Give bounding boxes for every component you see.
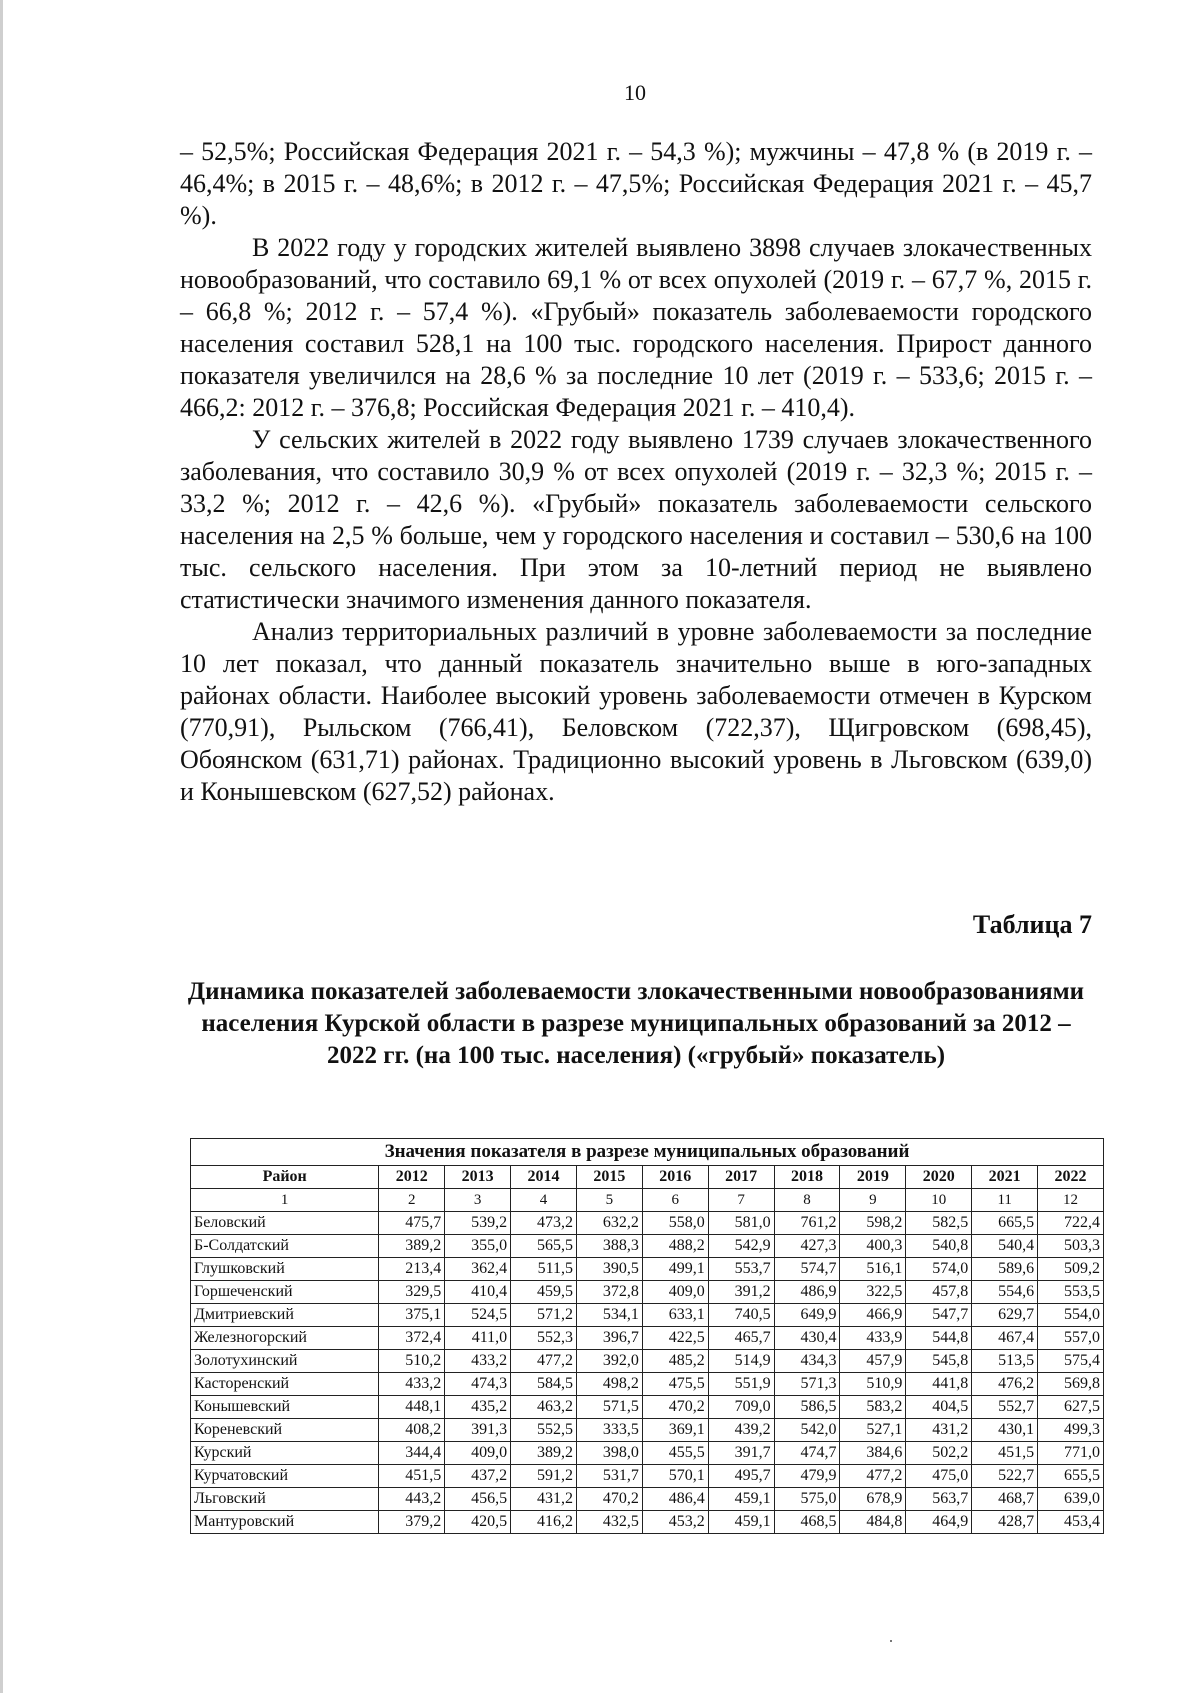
column-number: 7 — [708, 1189, 774, 1212]
incidence-value: 522,7 — [972, 1465, 1038, 1488]
column-number: 10 — [906, 1189, 972, 1212]
incidence-value: 558,0 — [642, 1212, 708, 1235]
incidence-value: 439,2 — [708, 1419, 774, 1442]
incidence-value: 554,0 — [1038, 1304, 1104, 1327]
incidence-value: 433,9 — [840, 1327, 906, 1350]
incidence-value: 459,5 — [511, 1281, 577, 1304]
incidence-value: 627,5 — [1038, 1396, 1104, 1419]
incidence-value: 598,2 — [840, 1212, 906, 1235]
incidence-value: 441,8 — [906, 1373, 972, 1396]
table-row — [191, 1373, 1104, 1396]
header-year: 2013 — [445, 1166, 511, 1189]
page-edge — [0, 0, 3, 1693]
incidence-value: 545,8 — [906, 1350, 972, 1373]
incidence-value: 495,7 — [708, 1465, 774, 1488]
district-name: Железногорский — [191, 1327, 379, 1350]
incidence-value: 459,1 — [708, 1511, 774, 1534]
incidence-value: 574,0 — [906, 1258, 972, 1281]
column-number: 5 — [576, 1189, 642, 1212]
incidence-value: 571,3 — [774, 1373, 840, 1396]
incidence-value: 456,5 — [445, 1488, 511, 1511]
table-label: Таблица 7 — [972, 910, 1092, 939]
incidence-value: 581,0 — [708, 1212, 774, 1235]
table-row — [191, 1304, 1104, 1327]
header-district: Район — [191, 1166, 379, 1189]
table-row — [191, 1419, 1104, 1442]
incidence-value: 527,1 — [840, 1419, 906, 1442]
incidence-value: 409,0 — [445, 1442, 511, 1465]
incidence-value: 391,3 — [445, 1419, 511, 1442]
incidence-value: 771,0 — [1038, 1442, 1104, 1465]
incidence-value: 633,1 — [642, 1304, 708, 1327]
district-name: Золотухинский — [191, 1350, 379, 1373]
district-name: Беловский — [191, 1212, 379, 1235]
incidence-value: 435,2 — [445, 1396, 511, 1419]
incidence-value: 476,2 — [972, 1373, 1038, 1396]
incidence-value: 571,2 — [511, 1304, 577, 1327]
column-number: 4 — [511, 1189, 577, 1212]
incidence-value: 655,5 — [1038, 1465, 1104, 1488]
incidence-value: 437,2 — [445, 1465, 511, 1488]
incidence-value: 553,7 — [708, 1258, 774, 1281]
table-row — [191, 1212, 1104, 1235]
header-year: 2018 — [774, 1166, 840, 1189]
table-caption: Значения показателя в разрезе муниципальных образований — [191, 1139, 1104, 1166]
incidence-value: 448,1 — [379, 1396, 445, 1419]
column-number: 3 — [445, 1189, 511, 1212]
incidence-value: 510,2 — [379, 1350, 445, 1373]
incidence-value: 534,1 — [576, 1304, 642, 1327]
incidence-value: 513,5 — [972, 1350, 1038, 1373]
incidence-value: 565,5 — [511, 1235, 577, 1258]
incidence-value: 569,8 — [1038, 1373, 1104, 1396]
paragraph-continuation: – 52,5%; Российская Федерация 2021 г. – 54,3 %); мужчины – 47,8 % (в 2019 г. – 46,4%; в 2015 г. – 48,6%; в 2012 г. – 47,5%; Российская Федерация 2021 г. – 45,7 %). — [180, 137, 1092, 230]
paragraph-urban: В 2022 году у городских жителей выявлено 3898 случаев злокачественных новообразований, что составило 69,1 % от всех опухолей (2019 г. – 67,7 %, 2015 г. – 66,8 %; 2012 г. – 57,4 %). «Грубый» показатель заболеваемости городского населения составил 528,1 на 100 тыс. городского населения. Прирост данного показателя увеличился на 28,6 % за последние 10 лет (2019 г. – 533,6; 2015 г. – 466,2: 2012 г. – 376,8; Российская Федерация 2021 г. – 410,4). — [180, 233, 1092, 422]
header-year: 2020 — [906, 1166, 972, 1189]
incidence-value: 420,5 — [445, 1511, 511, 1534]
incidence-value: 499,3 — [1038, 1419, 1104, 1442]
incidence-value: 542,9 — [708, 1235, 774, 1258]
incidence-value: 486,9 — [774, 1281, 840, 1304]
header-year: 2017 — [708, 1166, 774, 1189]
incidence-value: 391,2 — [708, 1281, 774, 1304]
incidence-value: 544,8 — [906, 1327, 972, 1350]
incidence-value: 392,0 — [576, 1350, 642, 1373]
column-number: 12 — [1038, 1189, 1104, 1212]
incidence-value: 524,5 — [445, 1304, 511, 1327]
incidence-value: 433,2 — [379, 1373, 445, 1396]
table-row — [191, 1258, 1104, 1281]
incidence-value: 514,9 — [708, 1350, 774, 1373]
incidence-value: 539,2 — [445, 1212, 511, 1235]
paragraph-territorial: Анализ территориальных различий в уровне заболеваемости за последние 10 лет показал, что данный показатель значительно выше в юго-западных районах области. Наиболее высокий уровень заболеваемости отмечен в Курском (770,91), Рыльском (766,41), Беловском (722,37), Щигровском (698,45), Обоянском (631,71) районах. Традиционно высокий уровень в Льговском (639,0) и Конышевском (627,52) районах. — [180, 617, 1092, 806]
incidence-value: 470,2 — [642, 1396, 708, 1419]
incidence-value: 632,2 — [576, 1212, 642, 1235]
incidence-value: 531,7 — [576, 1465, 642, 1488]
incidence-value: 396,7 — [576, 1327, 642, 1350]
body-text — [180, 136, 1092, 808]
incidence-value: 591,2 — [511, 1465, 577, 1488]
incidence-value: 322,5 — [840, 1281, 906, 1304]
table-row — [191, 1327, 1104, 1350]
table-row — [191, 1442, 1104, 1465]
table-row — [191, 1235, 1104, 1258]
incidence-value: 400,3 — [840, 1235, 906, 1258]
incidence-value: 557,0 — [1038, 1327, 1104, 1350]
incidence-value: 563,7 — [906, 1488, 972, 1511]
table-caption-row — [191, 1139, 1104, 1166]
district-name: Курский — [191, 1442, 379, 1465]
incidence-value: 390,5 — [576, 1258, 642, 1281]
incidence-value: 540,4 — [972, 1235, 1038, 1258]
table-row — [191, 1465, 1104, 1488]
incidence-value: 443,2 — [379, 1488, 445, 1511]
incidence-value: 427,3 — [774, 1235, 840, 1258]
incidence-value: 409,0 — [642, 1281, 708, 1304]
incidence-value: 570,1 — [642, 1465, 708, 1488]
incidence-value: 477,2 — [840, 1465, 906, 1488]
incidence-value: 433,2 — [445, 1350, 511, 1373]
incidence-value: 516,1 — [840, 1258, 906, 1281]
incidence-value: 372,4 — [379, 1327, 445, 1350]
incidence-value: 344,4 — [379, 1442, 445, 1465]
incidence-value: 475,5 — [642, 1373, 708, 1396]
incidence-value: 502,2 — [906, 1442, 972, 1465]
incidence-value: 582,5 — [906, 1212, 972, 1235]
table-row — [191, 1488, 1104, 1511]
incidence-value: 552,5 — [511, 1419, 577, 1442]
incidence-value: 488,2 — [642, 1235, 708, 1258]
incidence-value: 552,3 — [511, 1327, 577, 1350]
incidence-value: 333,5 — [576, 1419, 642, 1442]
district-name: Касторенский — [191, 1373, 379, 1396]
incidence-value: 379,2 — [379, 1511, 445, 1534]
incidence-value: 542,0 — [774, 1419, 840, 1442]
incidence-value: 430,4 — [774, 1327, 840, 1350]
page-number: 10 — [624, 80, 646, 105]
incidence-value: 465,7 — [708, 1327, 774, 1350]
incidence-value: 431,2 — [906, 1419, 972, 1442]
incidence-value: 498,2 — [576, 1373, 642, 1396]
incidence-value: 468,5 — [774, 1511, 840, 1534]
column-number: 8 — [774, 1189, 840, 1212]
table-row — [191, 1281, 1104, 1304]
incidence-value: 468,7 — [972, 1488, 1038, 1511]
incidence-value: 554,6 — [972, 1281, 1038, 1304]
incidence-value: 547,7 — [906, 1304, 972, 1327]
incidence-value: 475,0 — [906, 1465, 972, 1488]
incidence-value: 484,8 — [840, 1511, 906, 1534]
incidence-value: 511,5 — [511, 1258, 577, 1281]
incidence-value: 428,7 — [972, 1511, 1038, 1534]
incidence-value: 455,5 — [642, 1442, 708, 1465]
incidence-value: 540,8 — [906, 1235, 972, 1258]
incidence-value: 431,2 — [511, 1488, 577, 1511]
incidence-value: 404,5 — [906, 1396, 972, 1419]
incidence-value: 434,3 — [774, 1350, 840, 1373]
incidence-table — [190, 1138, 1104, 1534]
incidence-value: 639,0 — [1038, 1488, 1104, 1511]
incidence-value: 678,9 — [840, 1488, 906, 1511]
incidence-value: 411,0 — [445, 1327, 511, 1350]
incidence-value: 761,2 — [774, 1212, 840, 1235]
header-year: 2019 — [840, 1166, 906, 1189]
incidence-value: 509,2 — [1038, 1258, 1104, 1281]
header-year: 2016 — [642, 1166, 708, 1189]
table-row — [191, 1511, 1104, 1534]
incidence-value: 553,5 — [1038, 1281, 1104, 1304]
incidence-value: 369,1 — [642, 1419, 708, 1442]
incidence-value: 551,9 — [708, 1373, 774, 1396]
incidence-value: 474,7 — [774, 1442, 840, 1465]
incidence-value: 432,5 — [576, 1511, 642, 1534]
incidence-value: 384,6 — [840, 1442, 906, 1465]
incidence-value: 410,4 — [445, 1281, 511, 1304]
incidence-value: 464,9 — [906, 1511, 972, 1534]
incidence-value: 485,2 — [642, 1350, 708, 1373]
incidence-value: 391,7 — [708, 1442, 774, 1465]
incidence-value: 388,3 — [576, 1235, 642, 1258]
district-name: Конышевский — [191, 1396, 379, 1419]
incidence-value: 213,4 — [379, 1258, 445, 1281]
table-row — [191, 1350, 1104, 1373]
incidence-value: 422,5 — [642, 1327, 708, 1350]
incidence-value: 355,0 — [445, 1235, 511, 1258]
incidence-value: 375,1 — [379, 1304, 445, 1327]
incidence-value: 510,9 — [840, 1373, 906, 1396]
incidence-value: 474,3 — [445, 1373, 511, 1396]
column-number: 1 — [191, 1189, 379, 1212]
header-year: 2021 — [972, 1166, 1038, 1189]
table-column-number-row — [191, 1189, 1104, 1212]
incidence-value: 408,2 — [379, 1419, 445, 1442]
incidence-value: 329,5 — [379, 1281, 445, 1304]
table-header-row — [191, 1166, 1104, 1189]
incidence-value: 586,5 — [774, 1396, 840, 1419]
incidence-value: 466,9 — [840, 1304, 906, 1327]
district-name: Горшеченский — [191, 1281, 379, 1304]
header-year: 2022 — [1038, 1166, 1104, 1189]
incidence-value: 665,5 — [972, 1212, 1038, 1235]
incidence-value: 575,0 — [774, 1488, 840, 1511]
incidence-value: 459,1 — [708, 1488, 774, 1511]
district-name: Кореневский — [191, 1419, 379, 1442]
incidence-value: 649,9 — [774, 1304, 840, 1327]
incidence-value: 473,2 — [511, 1212, 577, 1235]
incidence-value: 503,3 — [1038, 1235, 1104, 1258]
incidence-value: 475,7 — [379, 1212, 445, 1235]
incidence-value: 398,0 — [576, 1442, 642, 1465]
incidence-value: 453,4 — [1038, 1511, 1104, 1534]
incidence-value: 571,5 — [576, 1396, 642, 1419]
district-name: Б-Солдатский — [191, 1235, 379, 1258]
incidence-value: 477,2 — [511, 1350, 577, 1373]
incidence-value: 389,2 — [511, 1442, 577, 1465]
district-name: Льговский — [191, 1488, 379, 1511]
incidence-value: 453,2 — [642, 1511, 708, 1534]
incidence-value: 372,8 — [576, 1281, 642, 1304]
table-title: Динамика показателей заболеваемости злокачественными новообразованиями населения Курской области в разрезе муниципальных образований за 2012 – 2022 гг. (на 100 тыс. населения) («грубый» показатель) — [187, 978, 1085, 1069]
district-name: Глушковский — [191, 1258, 379, 1281]
header-year: 2014 — [511, 1166, 577, 1189]
incidence-value: 740,5 — [708, 1304, 774, 1327]
header-year: 2015 — [576, 1166, 642, 1189]
incidence-value: 629,7 — [972, 1304, 1038, 1327]
incidence-value: 451,5 — [972, 1442, 1038, 1465]
incidence-value: 722,4 — [1038, 1212, 1104, 1235]
column-number: 6 — [642, 1189, 708, 1212]
incidence-value: 467,4 — [972, 1327, 1038, 1350]
column-number: 9 — [840, 1189, 906, 1212]
incidence-value: 574,7 — [774, 1258, 840, 1281]
incidence-value: 463,2 — [511, 1396, 577, 1419]
column-number: 11 — [972, 1189, 1038, 1212]
district-name: Мантуровский — [191, 1511, 379, 1534]
incidence-value: 552,7 — [972, 1396, 1038, 1419]
table-row — [191, 1396, 1104, 1419]
incidence-value: 589,6 — [972, 1258, 1038, 1281]
incidence-value: 457,9 — [840, 1350, 906, 1373]
incidence-value: 470,2 — [576, 1488, 642, 1511]
header-year: 2012 — [379, 1166, 445, 1189]
district-name: Дмитриевский — [191, 1304, 379, 1327]
incidence-value: 362,4 — [445, 1258, 511, 1281]
scan-speck — [890, 1640, 892, 1642]
incidence-value: 486,4 — [642, 1488, 708, 1511]
paragraph-rural: У сельских жителей в 2022 году выявлено 1739 случаев злокачественного заболевания, что составило 30,9 % от всех опухолей (2019 г. – 32,3 %; 2015 г. – 33,2 %; 2012 г. – 42,6 %). «Грубый» показатель заболеваемости сельского населения на 2,5 % больше, чем у городского населения и составил – 530,6 на 100 тыс. сельского населения. При этом за 10-летний период не выявлено статистически значимого изменения данного показателя. — [180, 425, 1092, 614]
incidence-value: 416,2 — [511, 1511, 577, 1534]
incidence-value: 583,2 — [840, 1396, 906, 1419]
incidence-value: 575,4 — [1038, 1350, 1104, 1373]
incidence-value: 430,1 — [972, 1419, 1038, 1442]
incidence-value: 389,2 — [379, 1235, 445, 1258]
district-name: Курчатовский — [191, 1465, 379, 1488]
incidence-value: 499,1 — [642, 1258, 708, 1281]
column-number: 2 — [379, 1189, 445, 1212]
incidence-value: 709,0 — [708, 1396, 774, 1419]
incidence-value: 457,8 — [906, 1281, 972, 1304]
incidence-value: 479,9 — [774, 1465, 840, 1488]
incidence-value: 451,5 — [379, 1465, 445, 1488]
incidence-value: 584,5 — [511, 1373, 577, 1396]
